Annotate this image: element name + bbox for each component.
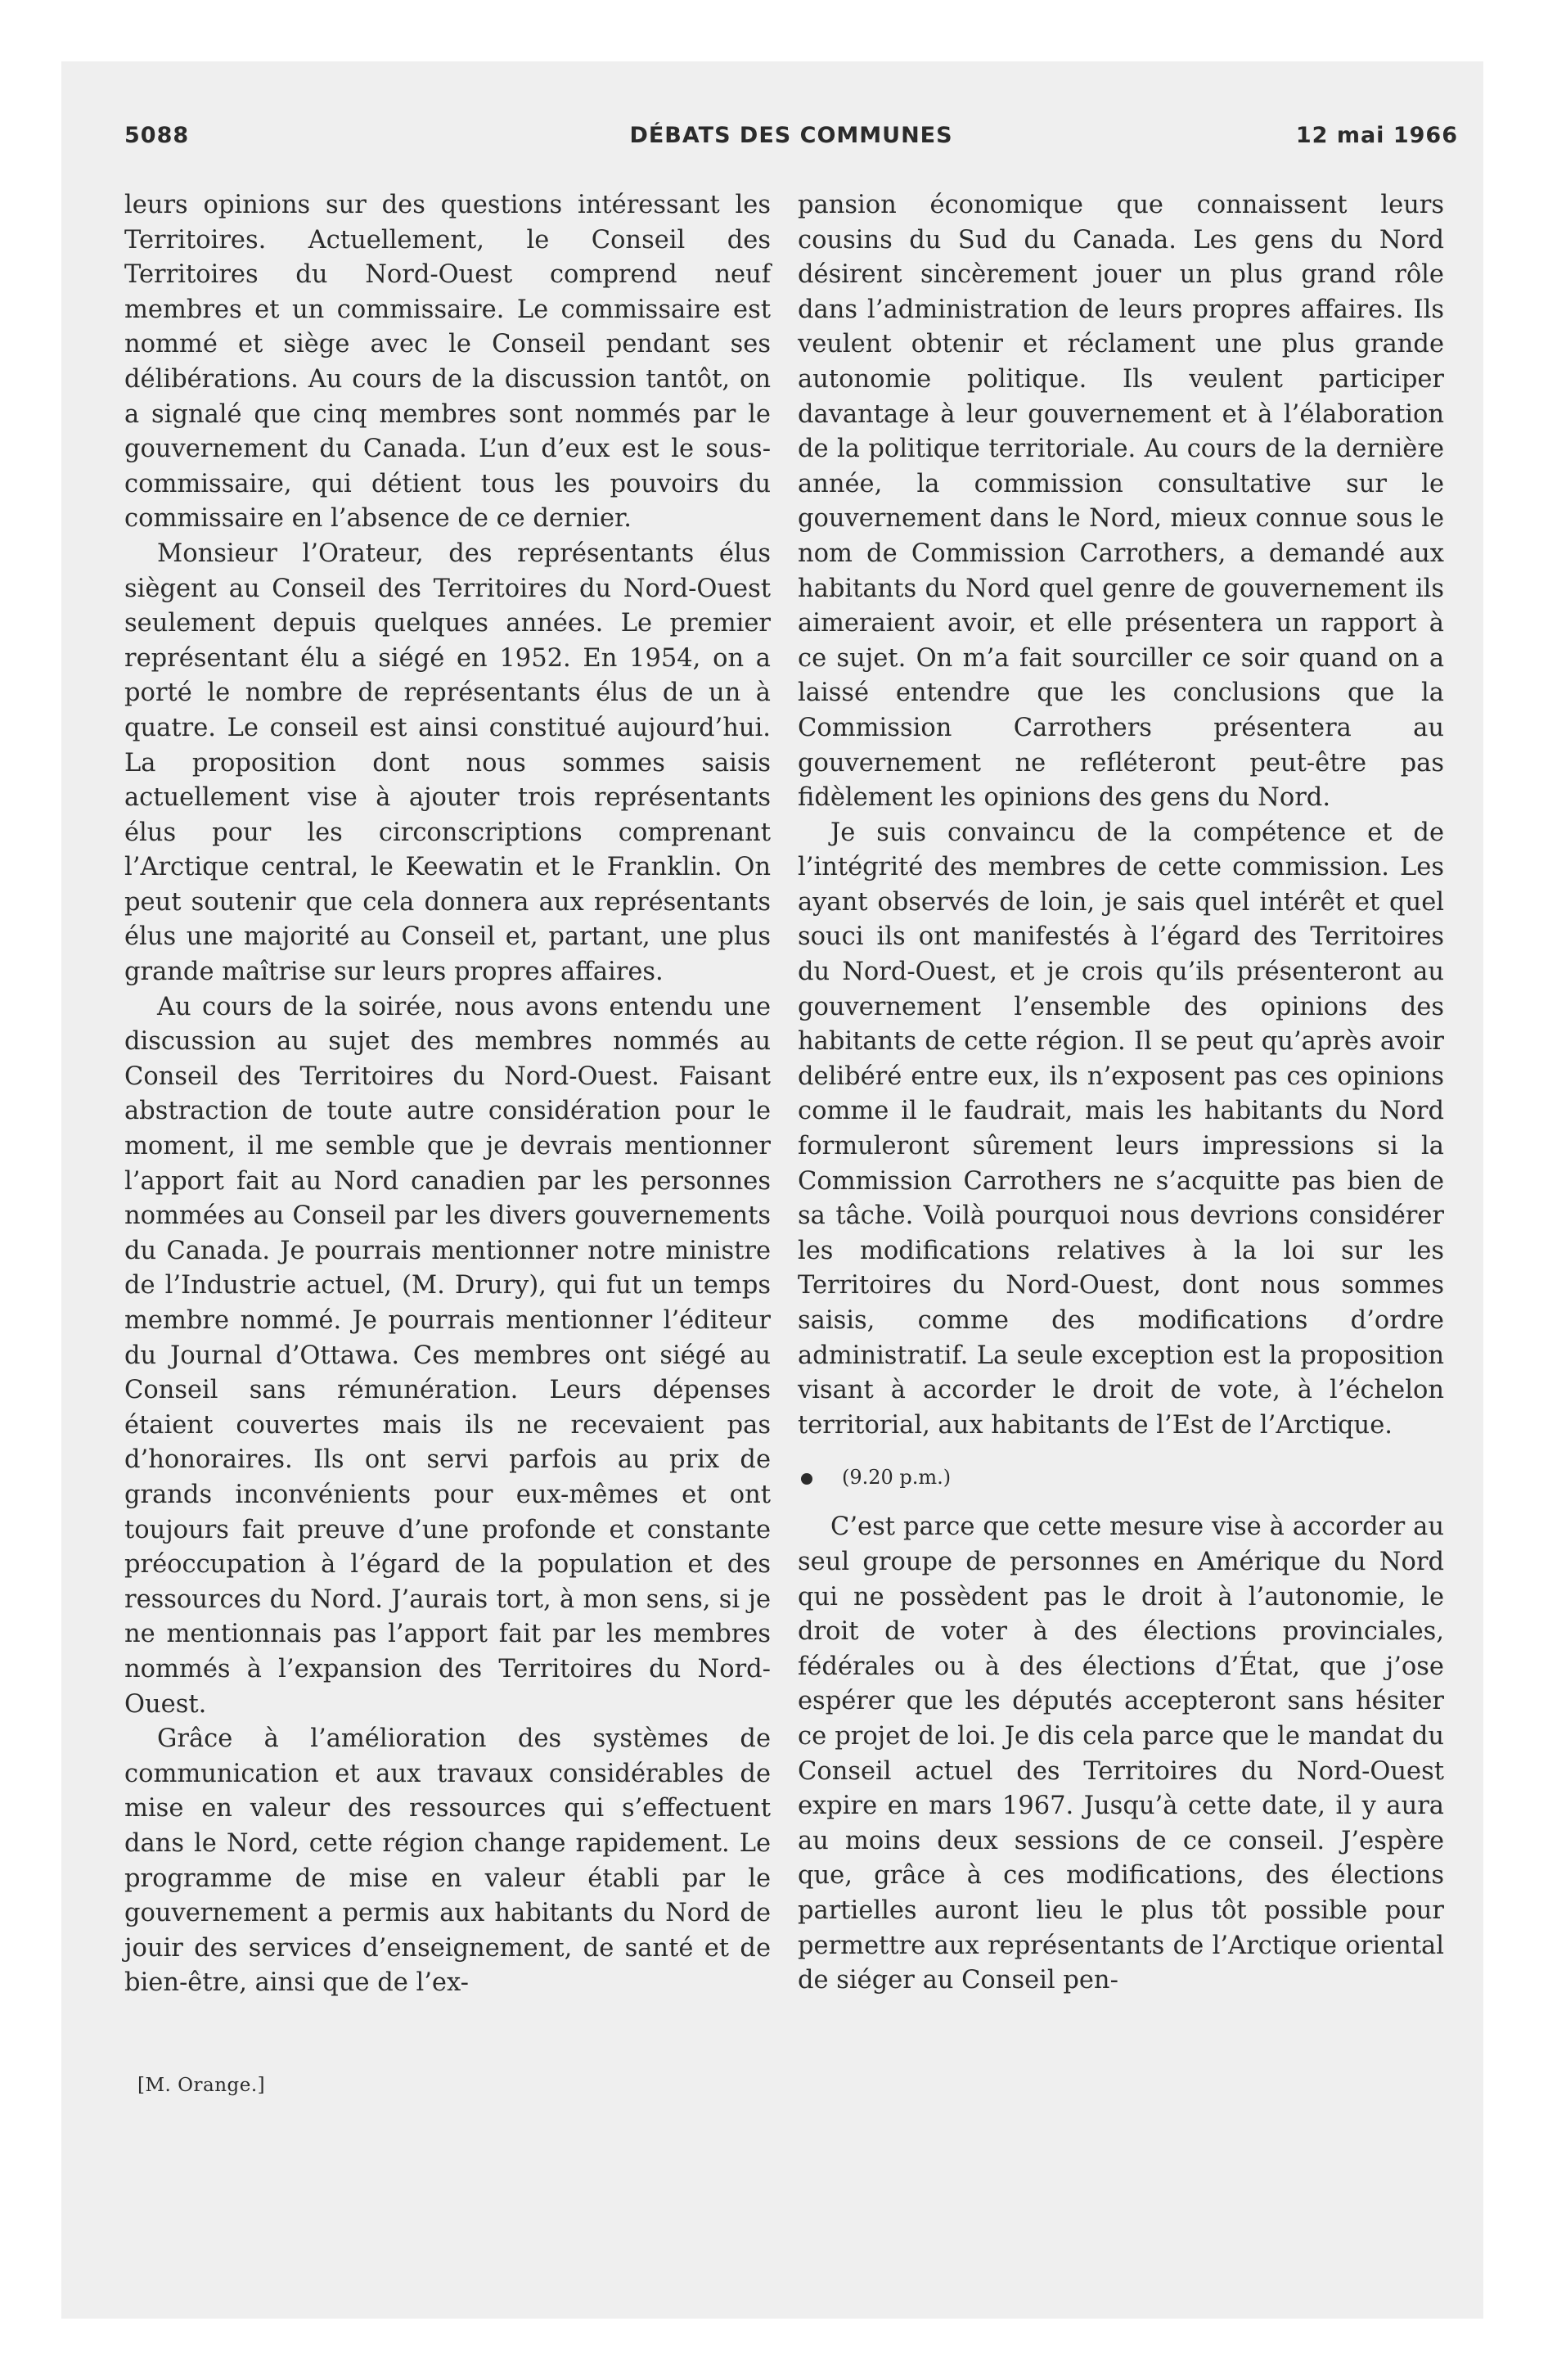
- left-column: [124, 188, 771, 2001]
- bullet-icon: [801, 1473, 812, 1485]
- time-marker: [798, 1463, 1444, 1492]
- publication-date: 12 mai 1966: [1295, 123, 1458, 148]
- paragraph: Monsieur l’Orateur, des représentants élus siègent au Conseil des Territoires du Nord-Ouest seulement depuis quelques années. Le premier représentant élu a siégé en 1952. En 1954, on a porté le nombre de représentants élus de un à quatre. Le conseil est ainsi constitué aujourd’hui. La proposition dont nous sommes saisis actuellement vise à ajouter trois représentants élus pour les circonscriptions comprenant l’Arctique central, le Keewatin et le Franklin. On peut soutenir que cela donnera aux représentants élus une majorité au Conseil et, partant, une plus grande maîtrise sur leurs propres affaires.: [124, 539, 771, 987]
- paragraph: C’est parce que cette mesure vise à accorder au seul groupe de personnes en Amérique du Nord qui ne possèdent pas le droit à l’autonomie, le droit de voter à des élections provinciales, fédérales ou à des élections d’État, que j’ose espérer que les députés accepteront sans hésiter ce projet de loi. Je dis cela parce que le mandat du Conseil actuel des Territoires du Nord-Ouest expire en mars 1967. Jusqu’à cette date, il y aura au moins deux sessions de ce conseil. J’espère que, grâce à ces modifications, des élections partielles auront lieu le plus tôt possible pour permettre aux représentants de l’Arctique oriental de siéger au Conseil pen-: [798, 1512, 1444, 1995]
- paragraph: leurs opinions sur des questions intéressant les Territoires. Actuellement, le Conseil des Territoires du Nord-Ouest comprend neuf membres et un commissaire. Le commissaire est nommé et siège avec le Conseil pendant ses délibérations. Au cours de la discussion tantôt, on a signalé que cinq membres sont nommés par le gouvernement du Canada. L’un d’eux est le sous-commissaire, qui détient tous les pouvoirs du commissaire en l’absence de ce dernier.: [124, 191, 771, 534]
- paragraph: pansion économique que connaissent leurs cousins du Sud du Canada. Les gens du Nord désirent sincèrement jouer un plus grand rôle dans l’administration de leurs propres affaires. Ils veulent obtenir et réclament une plus grande autonomie politique. Ils veulent participer davantage à leur gouvernement et à l’élaboration de la politique territoriale. Au cours de la dernière année, la commission consultative sur le gouvernement dans le Nord, mieux connue sous le nom de Commission Carrothers, a demandé aux habitants du Nord quel genre de gouvernement ils aimeraient avoir, et elle présentera un rapport à ce sujet. On m’a fait sourciller ce soir quand on a laissé entendre que les conclusions que la Commission Carrothers présentera au gouvernement ne refléteront peut-être pas fidèlement les opinions des gens du Nord.: [798, 191, 1444, 813]
- paragraph: Au cours de la soirée, nous avons entendu une discussion au sujet des membres nommés au Conseil des Territoires du Nord-Ouest. Faisant abstraction de toute autre considération pour le moment, il me semble que je devrais mentionner l’apport fait au Nord canadien par les personnes nommées au Conseil par les divers gouvernements du Canada. Je pourrais mentionner notre ministre de l’Industrie actuel, (M. Drury), qui fut un temps membre nommé. Je pourrais mentionner l’éditeur du Journal d’Ottawa. Ces membres ont siégé au Conseil sans rémunération. Leurs dépenses étaient couvertes mais ils ne recevaient pas d’honoraires. Ils ont servi parfois au prix de grands inconvénients pour eux-mêmes et ont toujours fait preuve d’une profonde et constante préoccupation à l’égard de la population et des ressources du Nord. J’aurais tort, à mon sens, si je ne mentionnais pas l’apport fait par les membres nommés à l’expansion des Territoires du Nord-Ouest.: [124, 992, 771, 1719]
- paragraph: Grâce à l’amélioration des systèmes de communication et aux travaux considérables de mise en valeur des ressources qui s’effectuent dans le Nord, cette région change rapidement. Le programme de mise en valeur établi par le gouvernement a permis aux habitants du Nord de jouir des services d’enseignement, de santé et de bien-être, ainsi que de l’ex-: [124, 1724, 771, 1998]
- paragraph: Je suis convaincu de la compétence et de l’intégrité des membres de cette commission. Les ayant observés de loin, je sais quel intérêt et quel souci ils ont manifestés à l’égard des Territoires du Nord-Ouest, et je crois qu’ils présenteront au gouvernement l’ensemble des opinions des habitants de cette région. Il se peut qu’après avoir delibéré entre eux, ils n’exposent pas ces opinions comme il le faudrait, mais les habitants du Nord formuleront sûrement leurs impressions si la Commission Carrothers ne s’acquitte pas bien de sa tâche. Voilà pourquoi nous devrions considérer les modifications relatives à la loi sur les Territoires du Nord-Ouest, dont nous sommes saisis, comme des modifications d’ordre administratif. La seule exception est la proposition visant à accorder le droit de vote, à l’échelon territorial, aux habitants de l’Est de l’Arctique.: [798, 818, 1444, 1440]
- time-marker-text: (9.20 p.m.): [842, 1466, 952, 1490]
- publication-title: DÉBATS DES COMMUNES: [629, 123, 953, 148]
- speaker-footer: [M. Orange.]: [137, 2075, 266, 2096]
- page-header: [124, 123, 1458, 156]
- page-number: 5088: [124, 123, 190, 148]
- right-column: [798, 188, 1444, 1999]
